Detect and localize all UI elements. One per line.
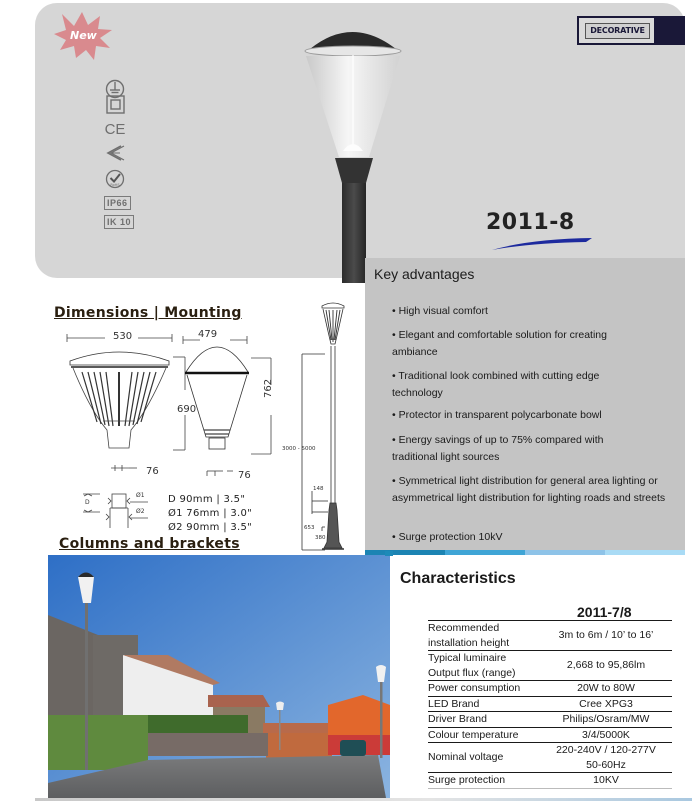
- advantage-item: • Energy savings of up to 75% compared with traditional light sources: [392, 434, 604, 463]
- ip-rating: IP66: [104, 196, 131, 210]
- table-row: [428, 773, 672, 789]
- pole-dim-148: 148: [313, 486, 324, 492]
- table-row: [428, 681, 672, 697]
- column-o1-label: Ø1: [136, 492, 145, 499]
- row-key: Driver Brand: [428, 712, 540, 728]
- new-badge: [52, 12, 114, 62]
- row-value: 50-60Hz: [586, 758, 626, 771]
- row-key: Recommended: [428, 622, 500, 634]
- new-badge-label: New: [70, 29, 97, 42]
- color-bar: [365, 550, 685, 555]
- row-key: Colour temperature: [428, 727, 540, 743]
- table-row: [428, 696, 672, 712]
- dimensions-title: Dimensions | Mounting: [54, 305, 242, 321]
- pole-drawing: [285, 298, 365, 553]
- column-spec: Ø1 76mm | 3.0": [168, 508, 253, 519]
- row-key: Nominal voltage: [428, 743, 540, 773]
- column-d-label: D: [85, 499, 90, 506]
- table-row: [428, 727, 672, 743]
- row-key: Surge protection: [428, 773, 540, 789]
- row-value: 220-240V / 120-277V: [556, 744, 656, 756]
- fixture1-width: 530: [113, 331, 133, 342]
- pole-dim-653: 653: [304, 525, 315, 531]
- enec-mark-icon: [104, 143, 126, 163]
- columns-title: Columns and brackets: [59, 536, 240, 552]
- advantage-item: • Symmetrical light distribution for general area lighting or asymmetrical light distribution for lighting roads and streets: [392, 475, 666, 504]
- rohs-icon: [104, 168, 126, 190]
- fixture1-height: 690: [177, 404, 197, 415]
- row-value: 2,668 to 95,86lm: [540, 651, 672, 681]
- column-spec: D 90mm | 3.5": [168, 494, 246, 505]
- characteristics-table: [428, 620, 672, 789]
- table-row: [428, 621, 672, 651]
- row-value: 3/4/5000K: [540, 727, 672, 743]
- advantage-item: • Surge protection 10kV: [392, 531, 503, 543]
- row-value: Cree XPG3: [540, 696, 672, 712]
- installation-photo: [48, 555, 390, 798]
- model-number: 2011-8: [486, 210, 575, 235]
- accent-edge: [385, 551, 393, 556]
- swoosh-decoration: [490, 237, 595, 251]
- table-row: [428, 712, 672, 728]
- row-value: 3m to 6m / 10’ to 16’: [540, 621, 672, 651]
- advantage-item: • High visual comfort: [392, 305, 488, 317]
- key-advantages-title: Key advantages: [374, 266, 475, 282]
- characteristics-title: Characteristics: [400, 570, 516, 587]
- row-key: LED Brand: [428, 696, 540, 712]
- advantage-item: • Traditional look combined with cutting edge technology: [392, 370, 600, 399]
- ik-rating: IK 10: [104, 215, 134, 229]
- fixture2-base: 76: [238, 470, 251, 481]
- column-o2-label: Ø2: [136, 508, 145, 515]
- luminaire-photo: [296, 25, 421, 283]
- svg-text:RoHS: RoHS: [110, 183, 120, 187]
- class-ii-icon: [104, 93, 126, 115]
- row-value: 20W to 80W: [540, 681, 672, 697]
- advantage-item: • Elegant and comfortable solution for creating ambiance: [392, 329, 607, 358]
- row-key: Output flux (range): [428, 666, 516, 679]
- category-label: DECORATIVE: [585, 23, 650, 39]
- row-key: Typical luminaire: [428, 652, 507, 664]
- row-key: Power consumption: [428, 681, 540, 697]
- advantage-item: • Protector in transparent polycarbonate bowl: [392, 409, 602, 421]
- dimension-drawing: [55, 320, 295, 490]
- row-value: Philips/Osram/MW: [540, 712, 672, 728]
- column-spec: Ø2 90mm | 3.5": [168, 522, 253, 533]
- pole-height: 3000 - 5000: [282, 446, 316, 452]
- row-value: 10KV: [540, 773, 672, 789]
- pole-dim-380: 380: [315, 535, 326, 541]
- fixture1-base: 76: [146, 466, 159, 477]
- table-row: [428, 651, 672, 681]
- characteristics-model: 2011-7/8: [577, 604, 632, 620]
- fixture2-height: 762: [263, 378, 274, 398]
- ce-mark-icon: CE: [104, 120, 126, 138]
- row-key: installation height: [428, 636, 510, 649]
- table-row: [428, 743, 672, 773]
- fixture2-width: 479: [198, 329, 218, 340]
